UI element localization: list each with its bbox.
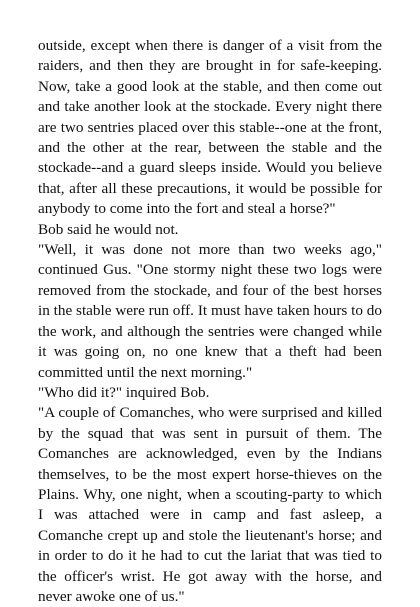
paragraph-1: outside, except when there is danger of a visit from the raiders, and then they are brought in for safe-keeping. Now, take a good look at the stable, and then come out and take another look at the stockade. Every night there are two sentries placed over this stable--one at the front, and the other at the rear, between the stable and the stockade--and a guard sleeps inside. Would you believe that, after all these precautions, it would be possible for anybody to come into the fort and steal a horse?": [38, 37, 382, 218]
paragraph-5: "A couple of Comanches, who were surprised and killed by the squad that was sent in pursuit of them. The Comanches are acknowledged, even by the Indians themselves, to be the most expert horse-thieves on the Plains. Why, one night, when a scouting-party to which I was attached were in camp and fast asleep, a Comanche crept up and stole the lieutenant's horse; and in order to do it he had to cut the lariat that was tied to the officer's wrist. He got away with the horse, and never awoke one of us.": [38, 404, 382, 605]
paragraph-3: "Well, it was done not more than two weeks ago," continued Gus. "One stormy night these two logs were removed from the stockade, and four of the best horses in the stable were run off. It must have taken hours to do the work, and although the sentries were changed while it was going on, no one knew that a theft had been committed until the next morning.": [38, 241, 382, 381]
paragraph-4: "Who did it?" inquired Bob.: [38, 383, 210, 401]
page-text: [38, 36, 382, 607]
paragraph-2: Bob said he would not.: [38, 220, 179, 238]
